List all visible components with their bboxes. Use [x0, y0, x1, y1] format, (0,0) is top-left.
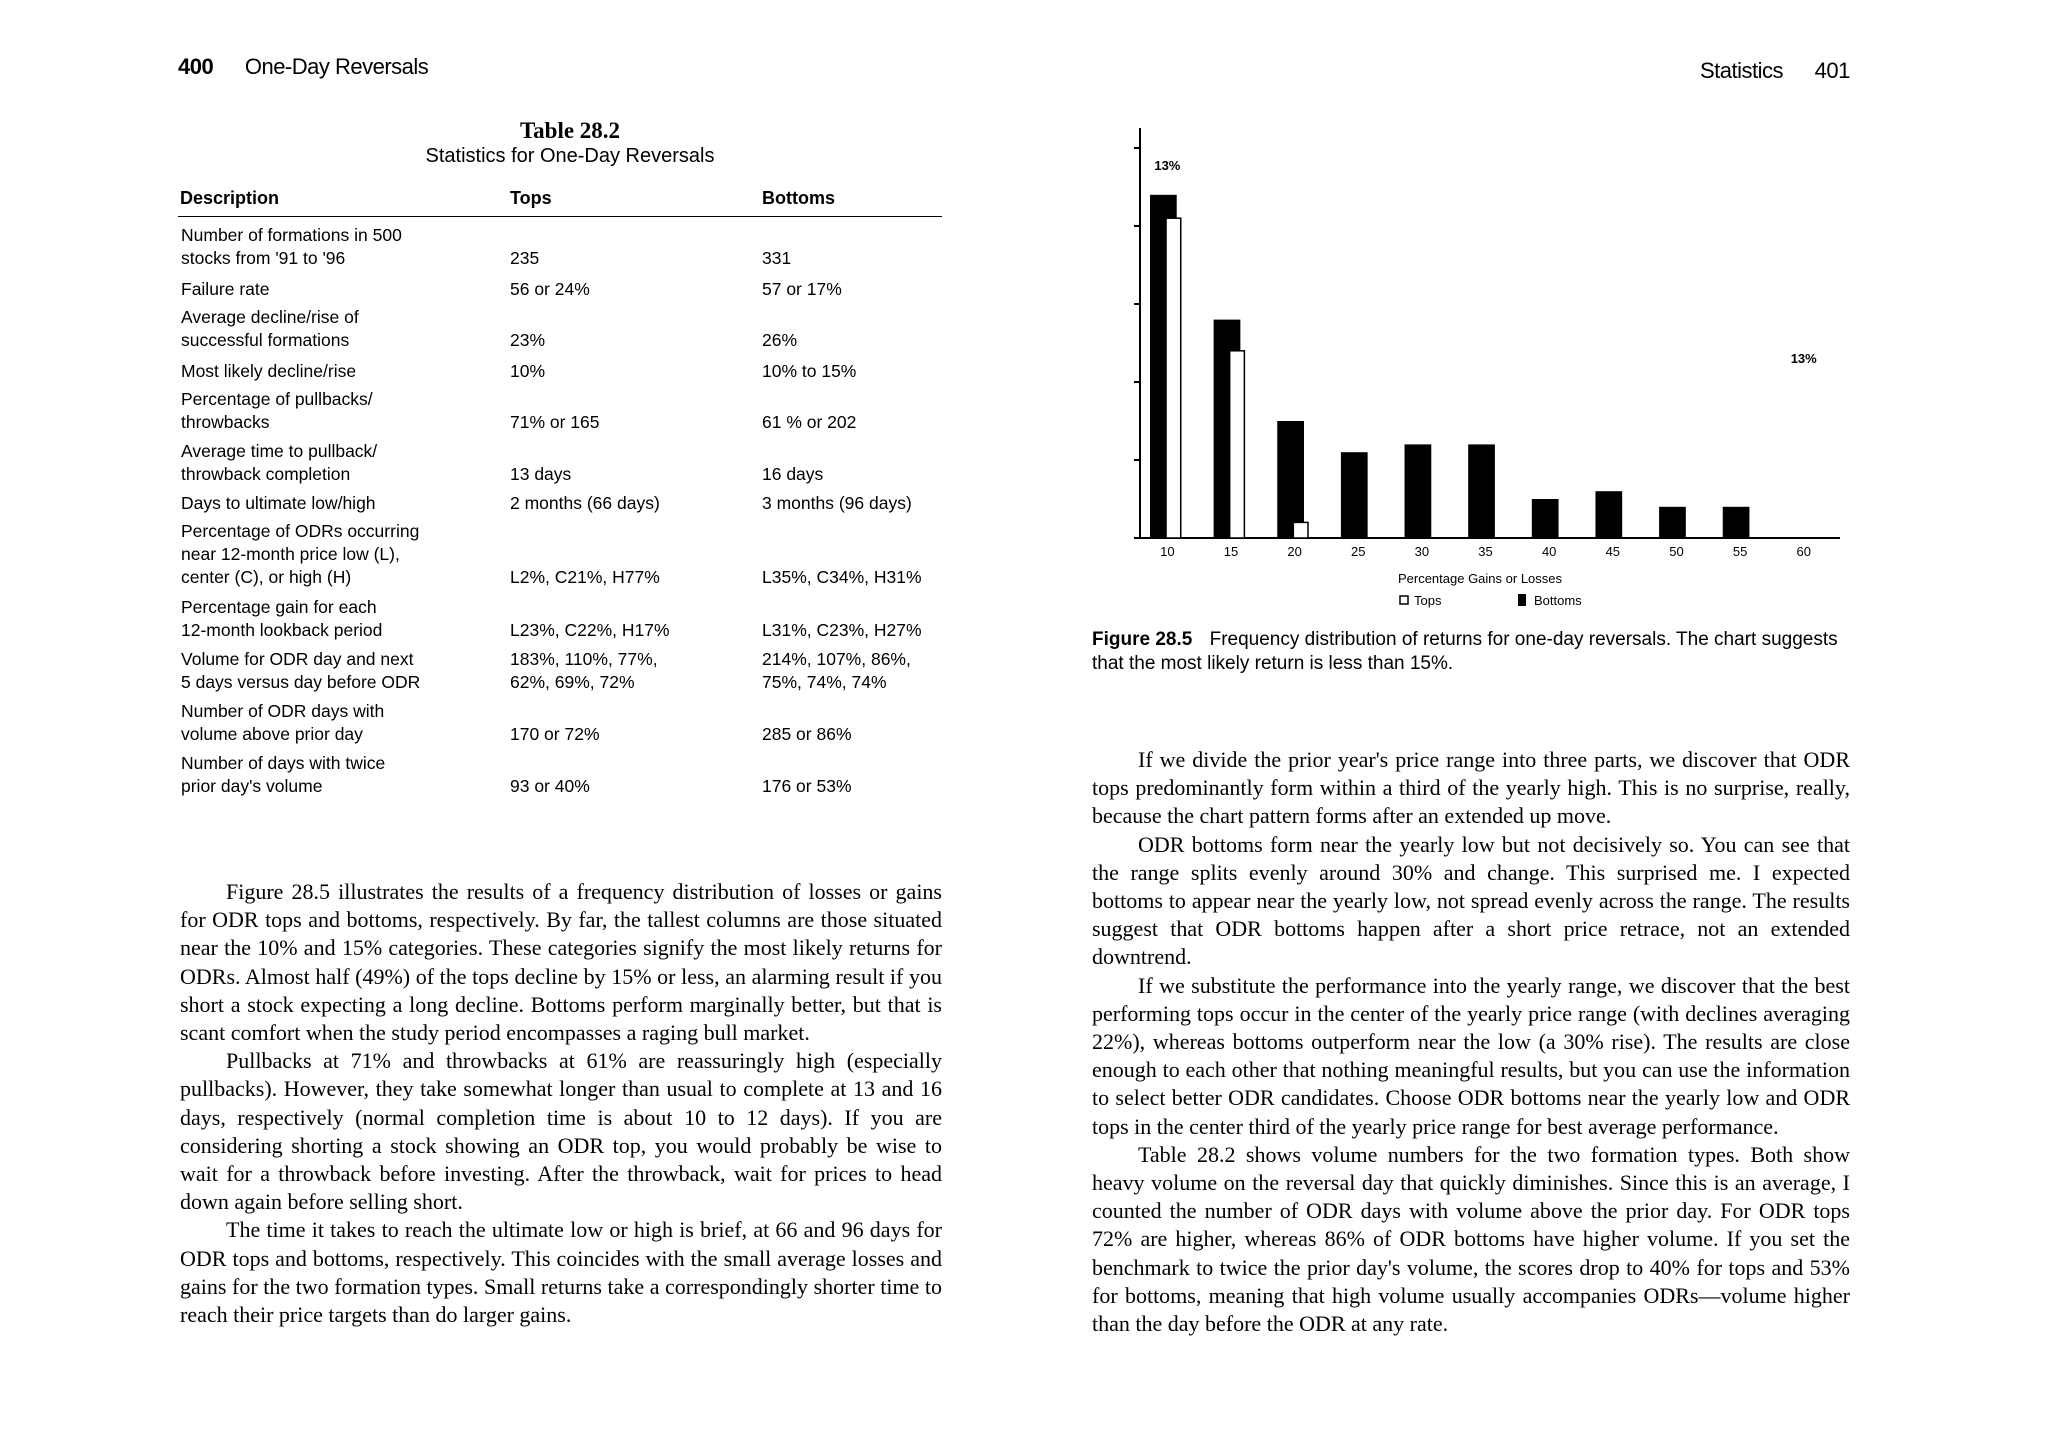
- chart-x-tick-label: 60: [1796, 544, 1811, 559]
- right-running-head: Statistics: [1700, 58, 1784, 83]
- right-page-header: [1700, 58, 1850, 84]
- table-cell-tops: L2%, C21%, H77%: [510, 567, 660, 587]
- figure-caption-label: Figure 28.5: [1092, 629, 1193, 650]
- table-cell-description: Days to ultimate low/high: [181, 493, 376, 513]
- chart-data-label: 13%: [1790, 351, 1817, 366]
- chart-x-tick-label: 35: [1478, 544, 1493, 559]
- table-cell-description: Number of formations in 500 stocks from '91 to '96: [181, 225, 402, 268]
- table-cell-tops: 23%: [510, 330, 546, 350]
- left-page-number: 400: [178, 54, 214, 79]
- table-header-description: Description: [180, 188, 280, 208]
- table-cell-tops: 56 or 24%: [510, 279, 590, 299]
- right-paragraph-4: Table 28.2 shows volume numbers for the two formation types. Both show heavy volume on the reversal day that quickly diminishes. Since this is an average, I counted the number of ODR days with volume above the prior day. For ODR tops 72% are higher, whereas 86% of ODR bottoms have higher volume. If you set the benchmark to twice the prior day's volume, the scores drop to 40% for tops and 53% for bottoms, meaning that high volume usually accompanies ODRs—volume higher than the day before the ODR at any rate.: [1092, 1141, 1850, 1337]
- chart-x-axis-label: Percentage Gains or Losses: [1397, 571, 1563, 586]
- left-paragraph-1: Figure 28.5 illustrates the results of a frequency distribution of losses or gains for ODR tops and bottoms, respectively. By far, the tallest columns are those situated near the 10% and 15% categories. These categories signify the most likely returns for ODRs. Almost half (49%) of the tops decline by 15% or less, an alarming result if you short a stock expecting a long decline. Bottoms perform marginally better, but that is scant comfort when the study period encompasses a raging bull market.: [180, 879, 942, 1046]
- chart-x-tick-label: 50: [1669, 544, 1684, 559]
- chart-x-tick-label: 25: [1351, 544, 1366, 559]
- table-cell-tops: 13 days: [510, 464, 572, 484]
- bottoms-bar: [1659, 507, 1686, 538]
- left-body-text: [180, 878, 942, 1329]
- chart-x-tick-label: 45: [1605, 544, 1621, 559]
- table-cell-description: Volume for ODR day and next 5 days versus day before ODR: [181, 649, 421, 692]
- table-cell-bottoms: 285 or 86%: [762, 724, 852, 744]
- table-cell-description: Failure rate: [181, 279, 270, 299]
- table-cell-description: Number of ODR days with volume above prior day: [181, 701, 385, 744]
- chart-bars: [1150, 195, 1749, 538]
- legend-swatch-bottoms: [1518, 594, 1526, 606]
- left-paragraph-2: Pullbacks at 71% and throwbacks at 61% are reassuringly high (especially pullbacks). However, they take somewhat longer than usual to complete at 13 and 16 days, respectively (normal completion time is about 10 to 12 days). If you are considering shorting a stock showing an ODR top, you would probably be wise to wait for a throwback before investing. After the throwback, wait for prices to head down again before selling short.: [180, 1048, 942, 1215]
- bottoms-bar: [1277, 421, 1304, 538]
- right-paragraph-2: ODR bottoms form near the yearly low but not decisively so. You can see that the range splits evenly around 30% and change. This surprised me. I expected bottoms to appear near the yearly low, not spread evenly across the range. The results suggest that ODR bottoms happen after a short price retrace, not an extended downtrend.: [1092, 831, 1850, 970]
- chart-x-tick-label: 10: [1160, 544, 1175, 559]
- bottoms-bar: [1532, 499, 1559, 538]
- table-cell-tops: 71% or 165: [510, 412, 600, 432]
- table-title: Table 28.2: [519, 118, 621, 143]
- legend-label-tops: Tops: [1414, 593, 1442, 608]
- chart-x-tick-label: 15: [1223, 544, 1239, 559]
- tops-bar: [1230, 351, 1245, 538]
- table-cell-tops: 183%, 110%, 77%, 62%, 69%, 72%: [510, 649, 658, 692]
- tops-bar: [1166, 218, 1181, 538]
- chart-x-tick-label: 40: [1541, 544, 1557, 559]
- left-page-header: [178, 54, 428, 80]
- right-paragraph-1: If we divide the prior year's price range into three parts, we discover that ODR tops predominantly form within a third of the yearly high. This is no surprise, really, because the chart pattern forms after an extended up move.: [1092, 747, 1850, 829]
- table-cell-bottoms: 16 days: [762, 464, 824, 484]
- chart-legend: [1400, 593, 1582, 608]
- table-subtitle: Statistics for One-Day Reversals: [425, 145, 715, 167]
- table-cell-tops: 93 or 40%: [510, 776, 590, 796]
- table-cell-tops: L23%, C22%, H17%: [510, 620, 670, 640]
- table-cell-bottoms: 331: [762, 248, 792, 268]
- table-cell-description: Percentage gain for each 12-month lookback period: [181, 597, 383, 640]
- bottoms-bar: [1341, 452, 1368, 538]
- table-cell-tops: 235: [510, 248, 540, 268]
- table-cell-bottoms: L35%, C34%, H31%: [762, 567, 922, 587]
- bottoms-bar: [1595, 491, 1622, 538]
- right-body-text: [1092, 746, 1850, 1338]
- frequency-chart: [1110, 118, 1870, 618]
- bottoms-bar: [1723, 507, 1750, 538]
- table-cell-description: Percentage of pullbacks/ throwbacks: [181, 389, 373, 432]
- bottoms-bar: [1468, 444, 1495, 538]
- table-cell-description: Most likely decline/rise: [181, 361, 357, 381]
- table-cell-description: Average decline/rise of successful formations: [181, 307, 359, 350]
- table-header-bottoms: Bottoms: [762, 188, 835, 208]
- table-cell-description: Percentage of ODRs occurring near 12-month price low (L), center (C), or high (H): [181, 521, 420, 587]
- table-cell-bottoms: L31%, C23%, H27%: [762, 620, 922, 640]
- table-cell-description: Number of days with twice prior day's volume: [181, 753, 386, 796]
- table-cell-description: Average time to pullback/ throwback completion: [181, 441, 378, 484]
- right-paragraph-3: If we substitute the performance into the yearly range, we discover that the best performing tops occur in the center of the yearly price range (with declines averaging 22%), whereas bottoms outperform near the low (a 30% rise). The results are close enough to each other that nothing meaningful results, but you can use the information to select better ODR candidates. Choose ODR bottoms near the yearly low and ODR tops in the center third of the yearly price range for best average performance.: [1092, 972, 1850, 1139]
- bottoms-bar: [1405, 444, 1432, 538]
- table-cell-tops: 170 or 72%: [510, 724, 600, 744]
- table-cell-bottoms: 26%: [762, 330, 798, 350]
- table-cell-tops: 2 months (66 days): [510, 493, 660, 513]
- table-cell-bottoms: 3 months (96 days): [762, 493, 912, 513]
- figure-caption-text: Frequency distribution of returns for one-day reversals. The chart suggests that the most likely return is less than 15%.: [1092, 629, 1838, 674]
- chart-x-tick-label: 20: [1287, 544, 1302, 559]
- left-running-head: One-Day Reversals: [244, 54, 429, 79]
- table-cell-bottoms: 10% to 15%: [762, 361, 857, 381]
- chart-x-tick-label: 55: [1732, 544, 1748, 559]
- tops-bar: [1293, 522, 1308, 538]
- chart-data-label: 13%: [1154, 158, 1181, 173]
- legend-swatch-tops: [1400, 596, 1408, 604]
- right-page-number: 401: [1814, 58, 1850, 83]
- table-cell-bottoms: 57 or 17%: [762, 279, 842, 299]
- left-paragraph-3: The time it takes to reach the ultimate low or high is brief, at 66 and 96 days for ODR tops and bottoms, respectively. This coincides with the small average losses and gains for the two formation types. Small returns take a correspondingly shorter time to reach their price targets than do larger gains.: [180, 1217, 942, 1328]
- table-header-rule: [178, 216, 942, 217]
- table-cell-tops: 10%: [510, 361, 546, 381]
- table-cell-bottoms: 176 or 53%: [762, 776, 852, 796]
- legend-label-bottoms: Bottoms: [1534, 593, 1582, 608]
- table-cell-bottoms: 214%, 107%, 86%, 75%, 74%, 74%: [762, 649, 911, 692]
- chart-x-tick-label: 30: [1414, 544, 1430, 559]
- table-header-tops: Tops: [510, 188, 552, 208]
- table-cell-bottoms: 61 % or 202: [762, 412, 857, 432]
- figure-caption: [1092, 628, 1850, 676]
